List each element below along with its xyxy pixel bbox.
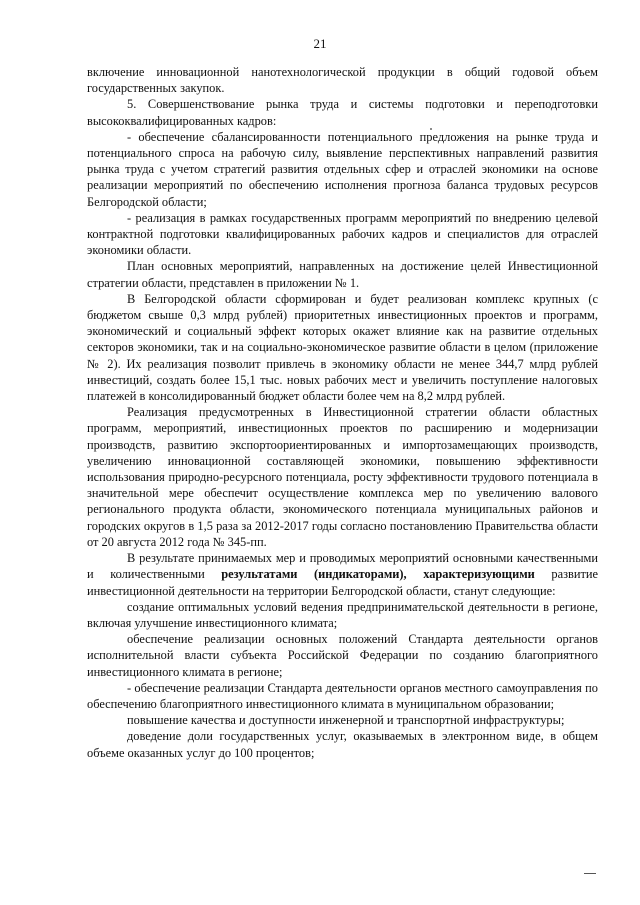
list-item: - обеспечение реализации Стандарта деятельности органов местного самоуправления по обеспечению благоприятного инвестиционного климата в муниципальном образовании; — [87, 680, 598, 711]
paragraph: Реализация предусмотренных в Инвестиционной стратегии области областных программ, мероприятий, инвестиционных проектов по расширению и модернизации производств, развитию экспортоориентированных и импортозамещающих производств, увеличению инновационной составляющей экономики, повышению эффективности использования природно-ресурсного потенциала, росту эффективности трудового потенциала в значительной мере обеспечит осуществление комплекса мер по увеличению валового регионального продукта области, экономического потенциала муниципальных районов и городских округов в 1,5 раза за 2012-2017 годы согласно постановлению Правительства области от 20 августа 2012 года № 345-пп. — [87, 405, 598, 549]
results-paragraph — [87, 550, 598, 599]
page-number: 21 — [313, 36, 327, 51]
document-body — [87, 64, 598, 761]
results-text-2: развитие инвестиционной деятельности на территории Белгородской области, станут следующие: — [87, 567, 599, 598]
results-bold-text: результатами (индикаторами), характеризующими — [221, 567, 535, 582]
paragraph: - обеспечение сбалансированности потенциального предложения на рынке труда и потенциального спроса на рабочую силу, выявление перспективных направлений развития рынка труда с учетом стратегий развития отдельных сфер и отраслей экономики на основе реализации мероприятий по обеспечению исполнения прогноза баланса трудовых ресурсов Белгородской области; — [87, 129, 598, 209]
list-item: создание оптимальных условий ведения предпринимательской деятельности в регионе, включая улучшение инвестиционного климата; — [87, 599, 598, 630]
paragraph: - реализация в рамках государственных программ мероприятий по внедрению целевой контрактной подготовки квалифицированных рабочих кадров и специалистов для отраслей экономики области. — [87, 210, 598, 258]
list-item: повышение качества и доступности инженерной и транспортной инфраструктуры; — [127, 713, 565, 728]
scan-dot — [430, 128, 432, 130]
paragraph: включение инновационной нанотехнологической продукции в общий годовой объем государственных закупок. — [87, 65, 598, 96]
results-text-1: В результате принимаемых мер и проводимых мероприятий основными качественными и количественными — [87, 551, 598, 582]
paragraph: 5. Совершенствование рынка труда и системы подготовки и переподготовки высококвалифицированных кадров: — [87, 97, 598, 128]
list-item: доведение доли государственных услуг, оказываемых в электронном виде, в общем объеме оказанных услуг до 100 процентов; — [87, 729, 598, 760]
scan-mark — [584, 873, 596, 874]
paragraph: План основных мероприятий, направленных на достижение целей Инвестиционной стратегии области, представлен в приложении № 1. — [87, 259, 598, 290]
paragraph: В Белгородской области сформирован и будет реализован комплекс крупных (с бюджетом свыше 0,3 млрд рублей) приоритетных инвестиционных проектов и программ, экономический и социальный эффект которых окажет влияние как на развитие отдельных секторов экономики, так и на социально-экономическое развитие области в целом (приложение № 2). Их реализация позволит привлечь в экономику области не менее 344,7 млрд рублей инвестиций, создать более 15,1 тыс. новых рабочих мест и увеличить поступление налоговых платежей в консолидированный бюджет области более чем на 8,2 млрд рублей. — [87, 291, 598, 404]
list-item: обеспечение реализации основных положений Стандарта деятельности органов исполнительной власти субъекта Российской Федерации по созданию благоприятного инвестиционного климата в регионе; — [87, 632, 598, 679]
